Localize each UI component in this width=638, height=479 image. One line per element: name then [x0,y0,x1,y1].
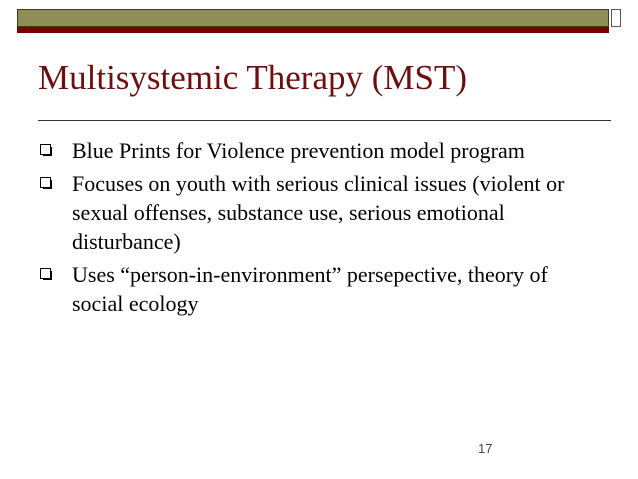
header-maroon-band [17,27,609,33]
header-corner-box [611,9,621,27]
slide-title: Multisystemic Therapy (MST) [38,58,468,97]
bullet-item [38,136,598,165]
header-decorative-bar [17,9,609,33]
bullet-text: Blue Prints for Violence prevention model program [72,138,525,163]
bullet-item [38,169,598,256]
square-bullet-icon [40,268,51,279]
bullet-item [38,260,598,318]
header-olive-band [17,9,609,27]
bullet-text: Focuses on youth with serious clinical issues (violent or sexual offenses, substance use, serious emotional disturbance) [72,171,565,254]
square-bullet-icon [40,177,51,188]
slide-number: 17 [478,441,493,456]
bullet-text: Uses “person-in-environment” persepective, theory of social ecology [72,262,548,316]
title-divider [38,120,611,121]
bullet-list [38,136,598,322]
square-bullet-icon [40,144,51,155]
